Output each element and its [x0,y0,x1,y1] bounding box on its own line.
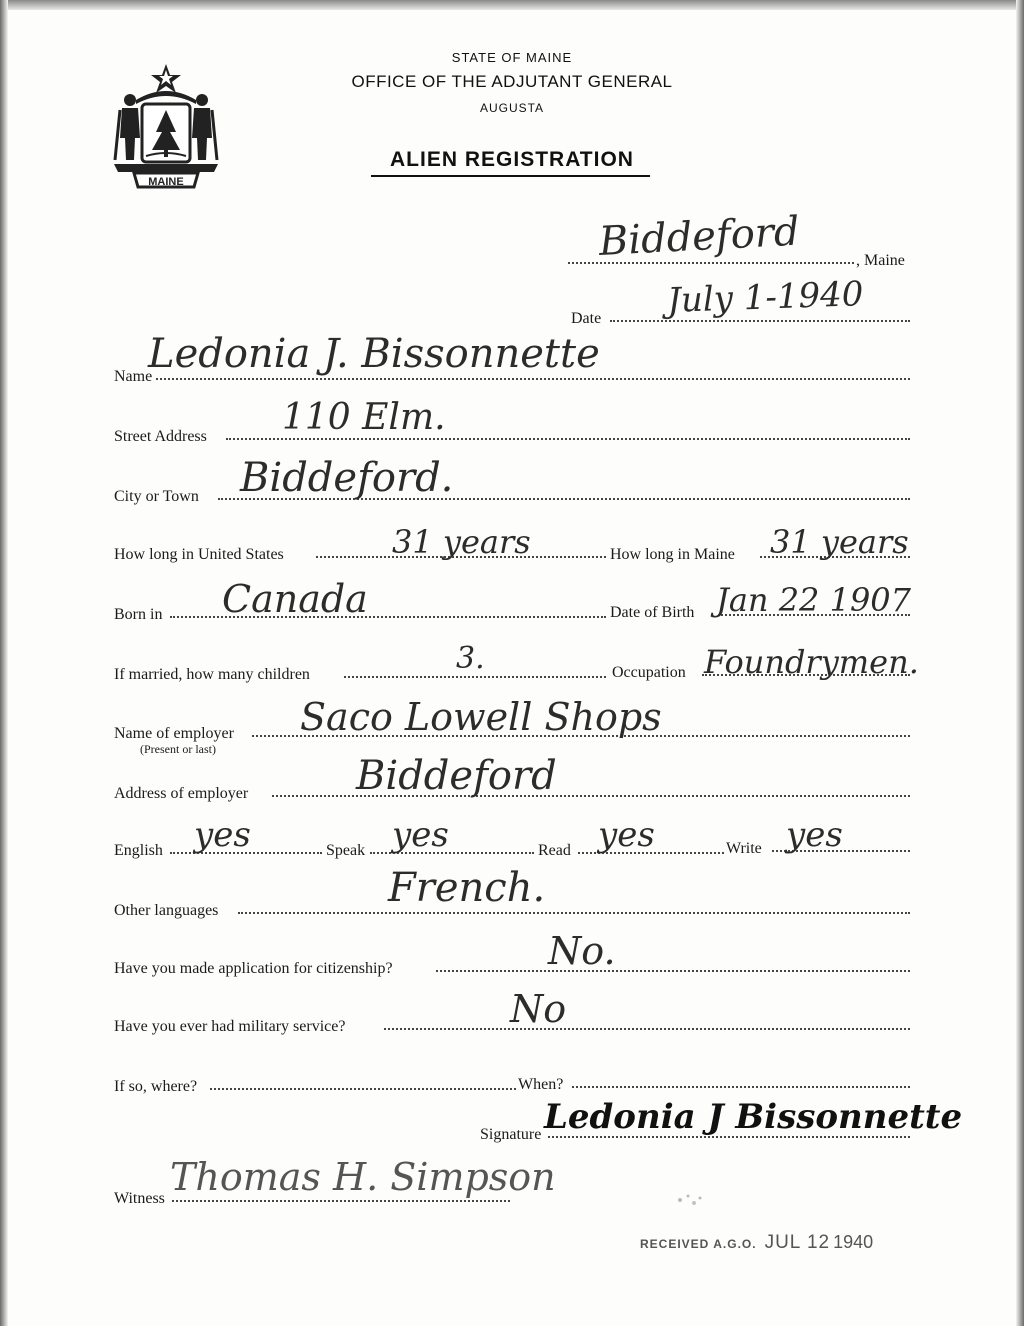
scan-edge-right [1016,0,1024,1326]
scan-edge-left [0,0,8,1326]
seal-motto: MAINE [148,176,184,188]
header-state: STATE OF MAINE [451,50,573,65]
write-label: Write [726,840,762,857]
employer-address-entry: Biddeford [356,753,557,799]
employer-address-label: Address of employer [114,785,249,802]
header-office: OFFICE OF THE ADJUTANT GENERAL [351,72,673,91]
military-line [384,1028,910,1030]
street-entry: 110 Elm. [282,397,446,438]
speak-entry: yes [392,815,449,855]
date-line [610,320,910,322]
when-line [572,1086,910,1088]
years-maine-entry: 31 years [770,523,909,561]
other-languages-line [238,912,910,914]
where-line [210,1088,516,1090]
write-entry: yes [786,815,843,855]
date-label: Date [571,310,602,327]
date-entry: July 1-1940 [666,274,865,321]
citizenship-line [436,970,910,972]
citizenship-entry: No. [548,929,616,973]
form-title: ALIEN REGISTRATION [390,148,634,171]
employer-label: Name of employer [114,725,234,742]
children-entry: 3. [456,641,485,676]
english-label: English [114,842,163,859]
children-line [344,676,606,678]
signature-entry: Ledonia J Bissonnette [544,1097,963,1137]
maine-label: , Maine [856,252,905,269]
military-label: Have you ever had military service? [114,1018,346,1035]
occupation-label: Occupation [612,664,686,681]
received-stamp [640,1232,873,1254]
born-label: Born in [114,606,163,623]
stamp-received: RECEIVED A.G.O. [640,1237,757,1251]
other-languages-entry: French. [388,865,546,911]
name-line [156,378,910,380]
employer-entry: Saco Lowell Shops [300,695,662,739]
other-languages-label: Other languages [114,902,219,919]
read-entry: yes [598,815,655,855]
born-entry: Canada [222,577,368,621]
stamp-date: JUL 12 [764,1232,831,1253]
city-entry: Biddeford. [240,455,454,501]
ink-smudge-icon [670,1188,710,1214]
scan-edge-top [0,0,1024,10]
where-label: If so, where? [114,1078,198,1095]
years-maine-label: How long in Maine [610,546,735,563]
stamp-year: 1940 [833,1232,874,1252]
name-label: Name [114,368,153,385]
city-label: City or Town [114,488,199,505]
read-label: Read [538,842,571,859]
years-us-label: How long in United States [114,546,284,563]
when-label: When? [518,1076,564,1093]
street-label: Street Address [114,428,207,445]
years-us-entry: 31 years [392,523,531,561]
name-entry: Ledonia J. Bissonnette [148,331,600,377]
witness-entry: Thomas H. Simpson [170,1155,556,1199]
english-entry: yes [194,815,251,855]
dob-label: Date of Birth [610,604,695,621]
military-entry: No [510,987,567,1031]
dob-entry: Jan 22 1907 [716,581,912,619]
children-label: If married, how many children [114,666,310,683]
employer-sublabel: (Present or last) [140,742,216,756]
street-line [226,438,910,440]
header-city: AUGUSTA [479,101,545,115]
citizenship-label: Have you made application for citizenship? [114,960,393,977]
witness-label: Witness [114,1190,165,1207]
town-entry: Biddeford [597,208,801,265]
title-underline [371,175,650,177]
signature-label: Signature [480,1126,542,1143]
speak-label: Speak [326,842,366,859]
occupation-entry: Foundrymen. [704,643,919,681]
witness-line [172,1200,510,1202]
